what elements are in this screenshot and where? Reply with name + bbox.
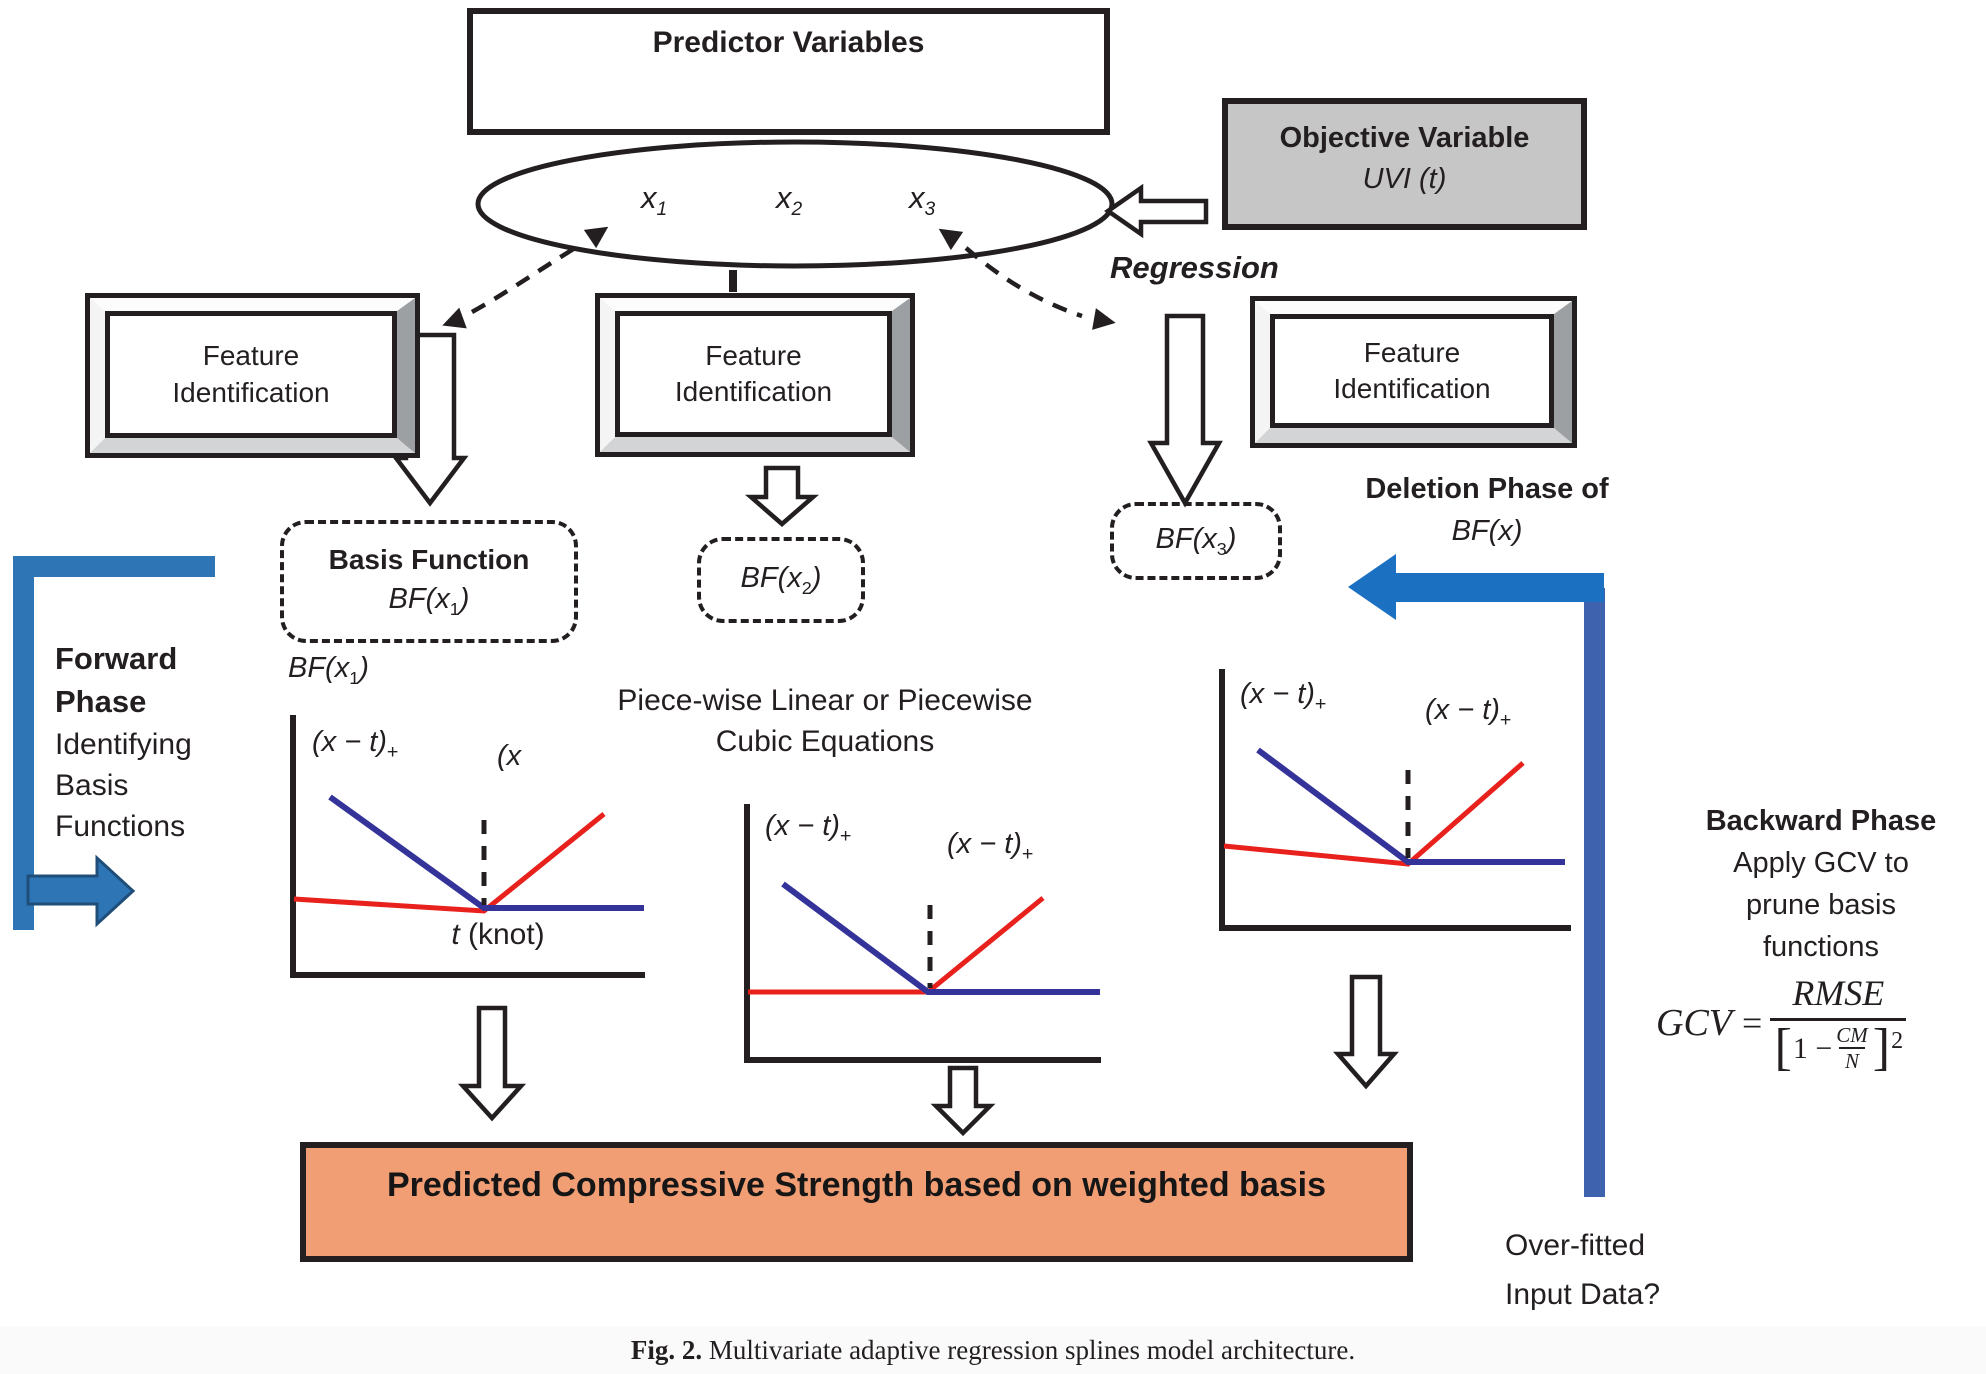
forward-phase-label: Forward Phase Identifying Basis Functions — [55, 641, 192, 844]
backward-phase-arrow — [1348, 554, 1605, 1197]
plot1-right-hinge-label: (x — [497, 740, 522, 772]
gcv-denominator: [ 1 − $\frac{CM}{N}$ ] $^2$ — [1774, 1019, 1904, 1077]
bf-x2-label: $BF(x_2)$ — [740, 561, 822, 598]
basis-function-title: Basis Function — [328, 544, 530, 575]
knot-label: t (knot) — [451, 918, 545, 951]
feature-identification-box-right — [1250, 296, 1577, 448]
backward-return-bar — [1584, 588, 1605, 1197]
piecewise-heading: Piece-wise Linear or Piecewise Cubic Equations — [617, 684, 1033, 759]
plot3-right-hinge-label: $(x - t)_+$ — [1425, 694, 1512, 731]
figure-caption — [0, 1326, 1986, 1374]
bf-x2-box — [697, 537, 865, 623]
plot2-left-hinge-label: $(x - t)_+$ — [765, 810, 852, 847]
arrow-down-plot2-icon — [936, 1068, 990, 1133]
bevel-frame: Feature Identification — [1255, 301, 1572, 443]
backward-phase-label: Backward Phase Apply GCV to prune basis functions — [1705, 805, 1937, 964]
bevel-frame: Feature Identification — [90, 298, 415, 453]
predictor-variables-box — [467, 8, 1110, 135]
dashed-arrow-right — [933, 220, 1118, 334]
arrow-objective-to-ellipse-icon — [1108, 188, 1206, 234]
gcv-lhs: GCV — [1656, 1001, 1732, 1044]
arrow-down-to-bf3-icon — [1151, 316, 1219, 503]
feature-identification-box-middle — [595, 293, 915, 457]
objective-variable-title: Objective Variable — [1279, 122, 1530, 154]
objective-variable-box — [1222, 98, 1587, 230]
deletion-bfx-label: BF(x) — [1451, 515, 1523, 548]
deletion-phase-label: Deletion Phase of BF(x) — [1337, 468, 1637, 552]
arrow-down-mid-fi-icon — [751, 468, 813, 524]
plot2-right-hinge-label: $(x - t)_+$ — [947, 828, 1034, 865]
gcv-formula: GCV = RMSE [ 1 − $\frac{CM}{N}$ ] $^2$ — [1656, 972, 1906, 1073]
gcv-fraction — [1770, 972, 1906, 1077]
regression-label: Regression — [1110, 250, 1279, 285]
arrow-down-plot1-icon — [463, 1008, 521, 1118]
gcv-numerator: RMSE — [1770, 972, 1906, 1021]
bevel-frame: Feature Identification — [600, 298, 910, 452]
caption-fig-number: Fig. 2. — [630, 1335, 703, 1365]
bf-x1-label: $BF(x_1)$ — [388, 583, 470, 619]
result-label: Predicted Compressive Strength based on weighted basis — [386, 1166, 1327, 1204]
bf-x1-axis-label: $BF(x_1)$ — [288, 652, 369, 688]
bf-x3-box — [1110, 502, 1282, 580]
result-box — [300, 1142, 1413, 1262]
variable-x2: $x_2$ — [776, 180, 803, 221]
overfit-question: Over-fitted Input Data? — [1505, 1229, 1661, 1311]
plot1-left-hinge-label: $(x - t)_+$ — [312, 726, 399, 763]
basis-function-box — [280, 520, 578, 643]
variable-x1: $x_1$ — [641, 180, 668, 221]
caption-text: Multivariate adaptive regression splines model architecture. — [708, 1335, 1356, 1365]
variable-x3: $x_3$ — [909, 180, 936, 221]
bf-x3-label: $BF(x_3)$ — [1155, 522, 1237, 559]
objective-variable-symbol: UVI (t) — [1362, 162, 1447, 195]
arrow-down-plot3-icon — [1338, 977, 1394, 1086]
plot3-left-hinge-label: $(x - t)_+$ — [1240, 678, 1327, 715]
feature-identification-box-left — [85, 293, 420, 458]
predictor-variables-title: Predictor Variables — [652, 26, 925, 59]
